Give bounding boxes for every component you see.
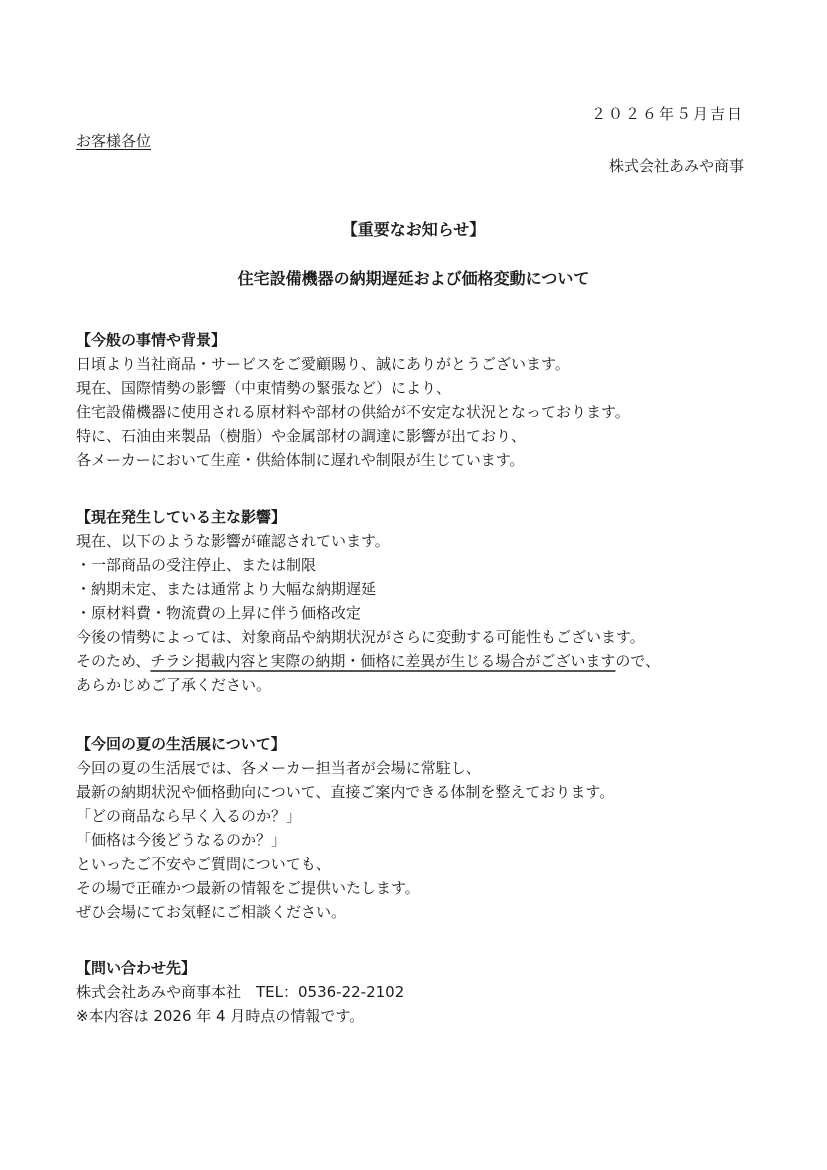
recipient-line: お客様各位 xyxy=(76,132,152,150)
quote-line: 「価格は今後どうなるのか？」 xyxy=(76,831,287,849)
main-title: 住宅設備機器の納期遅延および価格変動について xyxy=(237,269,590,288)
section-background xyxy=(76,328,766,472)
section-impacts xyxy=(76,505,766,697)
paragraph-line: 最新の納期状況や価格動向について、直接ご案内できる体制を整えております。 xyxy=(76,783,615,801)
section-heading: 【今回の夏の生活展について】 xyxy=(76,735,286,753)
bullet-item: ・一部商品の受注停止、または制限 xyxy=(76,556,317,574)
section-contact xyxy=(76,956,766,1028)
emphasis-line xyxy=(76,649,766,673)
paragraph-line: 今後の情勢によっては、対象商品や納期状況がさらに変動する可能性もございます。 xyxy=(76,628,645,646)
emphasis-prefix: そのため、 xyxy=(76,652,151,670)
paragraph-line: ぜひ会場にてお気軽にご相談ください。 xyxy=(76,903,347,921)
paragraph-line: あらかじめご了承ください。 xyxy=(76,676,272,694)
paragraph-line: 今回の夏の生活展では、各メーカー担当者が会場に常駐し、 xyxy=(76,759,481,777)
paragraph-line: その場で正確かつ最新の情報をご提供いたします。 xyxy=(76,879,420,897)
bullet-item: ・原材料費・物流費の上昇に伴う価格改定 xyxy=(76,604,362,622)
sender-company: 株式会社あみや商事 xyxy=(608,157,744,175)
note-line: ※本内容は 2026 年 4 月時点の情報です。 xyxy=(76,1007,365,1025)
emphasized-warning: チラシ掲載内容と実際の納期・価格に差異が生じる場合がございます xyxy=(150,652,616,670)
paragraph-line: 現在、以下のような影響が確認されています。 xyxy=(76,532,390,550)
paragraph-line: 住宅設備機器に使用される原材料や部材の供給が不安定な状況となっております。 xyxy=(76,403,630,421)
section-heading: 【現在発生している主な影響】 xyxy=(76,508,287,526)
contact-line: 株式会社あみや商事本社 TEL：0536-22-2102 xyxy=(76,983,405,1001)
section-summer-event xyxy=(76,732,766,924)
document-date: ２０２６年５月吉日 xyxy=(590,105,744,123)
notice-title: 【重要なお知らせ】 xyxy=(341,220,486,239)
paragraph-line: といったご不安やご質問についても、 xyxy=(76,855,331,873)
section-heading: 【今般の事情や背景】 xyxy=(76,331,227,349)
paragraph-line: 各メーカーにおいて生産・供給体制に遅れや制限が生じています。 xyxy=(76,451,525,469)
paragraph-line: 現在、国際情勢の影響（中東情勢の緊張など）により、 xyxy=(76,379,452,397)
bullet-item: ・納期未定、または通常より大幅な納期遅延 xyxy=(76,580,377,598)
section-heading: 【問い合わせ先】 xyxy=(76,959,197,977)
quote-line: 「どの商品なら早く入るのか？」 xyxy=(76,807,302,825)
emphasis-suffix: ので、 xyxy=(615,652,661,670)
paragraph-line: 特に、石油由来製品（樹脂）や金属部材の調達に影響が出ており、 xyxy=(76,427,527,445)
paragraph-line: 日頃より当社商品・サービスをご愛顧賜り、誠にありがとうございます。 xyxy=(76,355,570,373)
